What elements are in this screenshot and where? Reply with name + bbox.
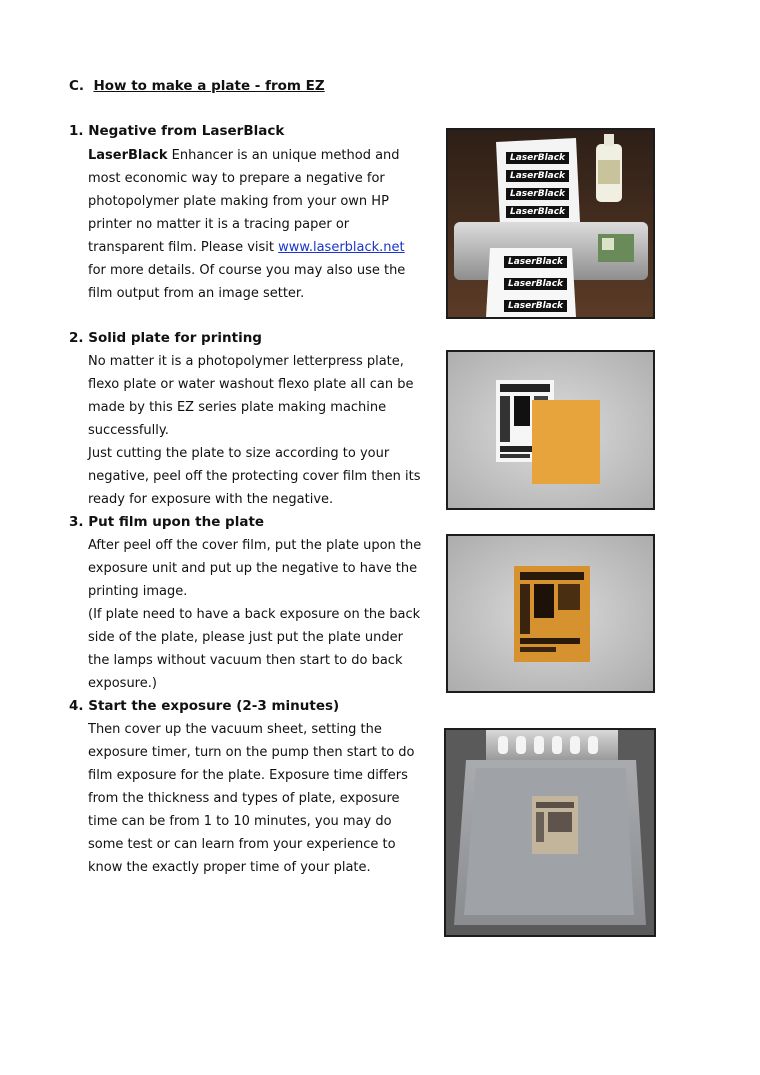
body-line: side of the plate, please just put the plate under (88, 630, 403, 645)
laserblack-label-6: LaserBlack (504, 278, 567, 290)
body-line: some test or can learn from your experience to (88, 837, 396, 852)
laserblack-label-7: LaserBlack (504, 300, 567, 312)
film-on-plate-photo (446, 534, 655, 693)
laserblack-label-3: LaserBlack (506, 188, 569, 200)
body-line: made by this EZ series plate making machine (88, 400, 387, 415)
negative-and-plate-photo (446, 350, 655, 510)
body-line: exposure unit and put up the negative to have the (88, 561, 418, 576)
body-line: (If plate need to have a back exposure on the back (88, 607, 421, 622)
laserblack-label-2: LaserBlack (506, 170, 569, 182)
laserblack-printer-photo (446, 128, 655, 319)
laserblack-bold: LaserBlack (88, 148, 168, 163)
body-line: know the exactly proper time of your plate. (88, 860, 371, 875)
heading-title: How to make a plate - from EZ (93, 78, 325, 94)
body-line: photopolymer plate making from your own HP (88, 194, 389, 209)
laserblack-label-1: LaserBlack (506, 152, 569, 164)
body-line: the lamps without vacuum then start to do back (88, 653, 403, 668)
body-line: Enhancer is an unique method and (171, 148, 400, 163)
section-2-body (88, 350, 428, 511)
exposure-unit-image (446, 730, 654, 935)
body-line: ready for exposure with the negative. (88, 492, 334, 507)
body-line: from the thickness and types of plate, exposure (88, 791, 400, 806)
body-line: printer no matter it is a tracing paper or (88, 217, 350, 232)
body-line: transparent film. Please visit (88, 240, 274, 255)
body-line: successfully. (88, 423, 169, 438)
body-line: most economic way to prepare a negative for (88, 171, 385, 186)
body-line: After peel off the cover film, put the plate upon the (88, 538, 422, 553)
body-line: negative, peel off the protecting cover film then its (88, 469, 421, 484)
body-line: exposure timer, turn on the pump then start to do (88, 745, 415, 760)
page-heading (69, 78, 325, 94)
exposure-unit-photo (444, 728, 656, 937)
body-line: printing image. (88, 584, 188, 599)
section-1-title: 1. Negative from LaserBlack (69, 123, 285, 139)
body-line: for more details. Of course you may also use the (88, 263, 406, 278)
body-line: film exposure for the plate. Exposure time differs (88, 768, 408, 783)
section-3-title: 3. Put film upon the plate (69, 514, 265, 530)
laserblack-label-4: LaserBlack (506, 206, 569, 218)
section-1-body (88, 144, 428, 305)
body-line: Just cutting the plate to size according to your (88, 446, 390, 461)
body-line: film output from an image setter. (88, 286, 305, 301)
laserblack-link[interactable]: www.laserblack.net (278, 240, 405, 255)
section-2-title: 2. Solid plate for printing (69, 330, 262, 346)
section-3-body (88, 534, 428, 695)
body-line: No matter it is a photopolymer letterpress plate, (88, 354, 404, 369)
body-line: exposure.) (88, 676, 157, 691)
body-line: time can be from 1 to 10 minutes, you may do (88, 814, 392, 829)
body-line: Then cover up the vacuum sheet, setting the (88, 722, 382, 737)
body-line: flexo plate or water washout flexo plate all can be (88, 377, 414, 392)
film-on-plate-image (448, 536, 653, 691)
laserblack-label-5: LaserBlack (504, 256, 567, 268)
section-4-title: 4. Start the exposure (2-3 minutes) (69, 698, 340, 714)
section-4-body (88, 718, 428, 879)
heading-prefix: C. (69, 78, 85, 94)
negative-and-plate-image (448, 352, 653, 508)
